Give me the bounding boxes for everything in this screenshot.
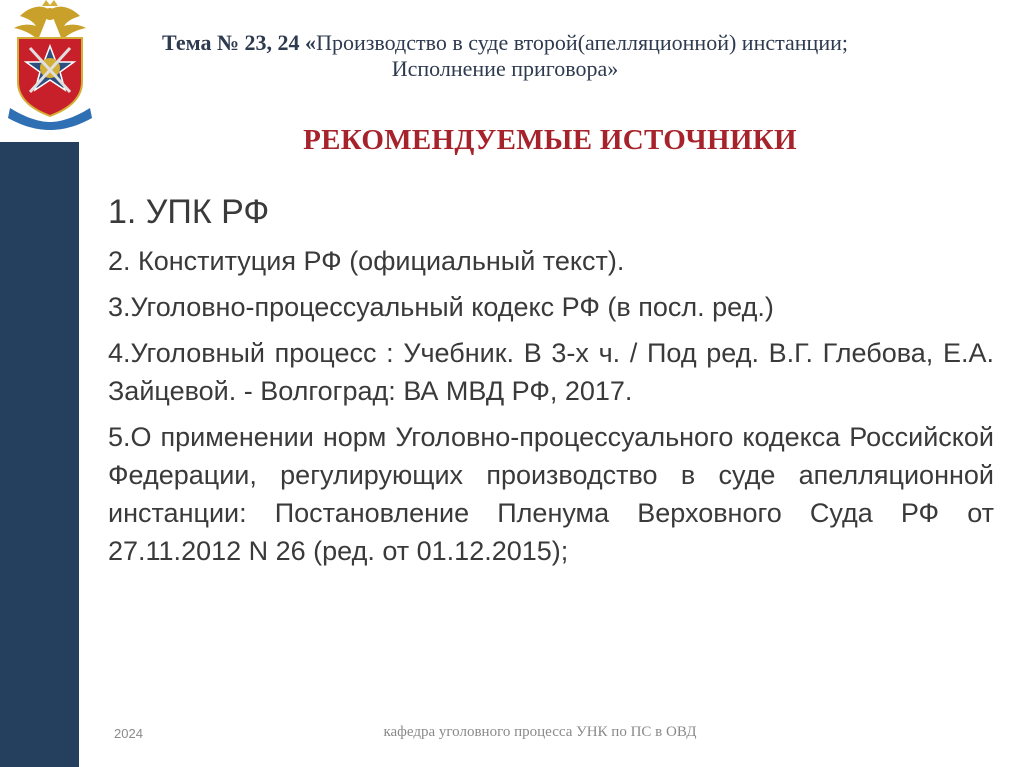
footer-department: кафедра уголовного процесса УНК по ПС в ОВД (383, 724, 697, 740)
source-item: 5.О применении норм Уголовно-процессуального кодекса Российской Федерации, регулирующих производство в суде апелляционной инстанции: Постановление Пленума Верховного Суда РФ от 27.11.2012 N 26 (ред. от 01.12.2015); (108, 422, 994, 566)
header-line-2: Исполнение приговора» (391, 56, 619, 81)
footer-year: 2024 (114, 726, 143, 741)
source-item: 3.Уголовно-процессуальный кодекс РФ (в посл. ред.) (108, 292, 774, 322)
topic-title: Производство в суде второй(апелляционной) инстанции; (316, 30, 848, 55)
left-sidebar-bar (0, 142, 79, 767)
police-academy-emblem-icon (2, 0, 98, 132)
topic-number: Тема № 23, 24 « (162, 30, 317, 55)
source-item: 4.Уголовный процесс : Учебник. В 3-х ч. / Под ред. В.Г. Глебова, Е.А. Зайцевой. - Волгоград: ВА МВД РФ, 2017. (108, 338, 994, 406)
page-header (100, 30, 910, 82)
section-title: РЕКОМЕНДУЕМЫЕ ИСТОЧНИКИ (303, 124, 797, 156)
source-item: 2. Конституция РФ (официальный текст). (108, 246, 625, 276)
header-line-1 (100, 30, 910, 56)
source-item: 1. УПК РФ (108, 193, 270, 231)
sources-list (108, 186, 994, 570)
